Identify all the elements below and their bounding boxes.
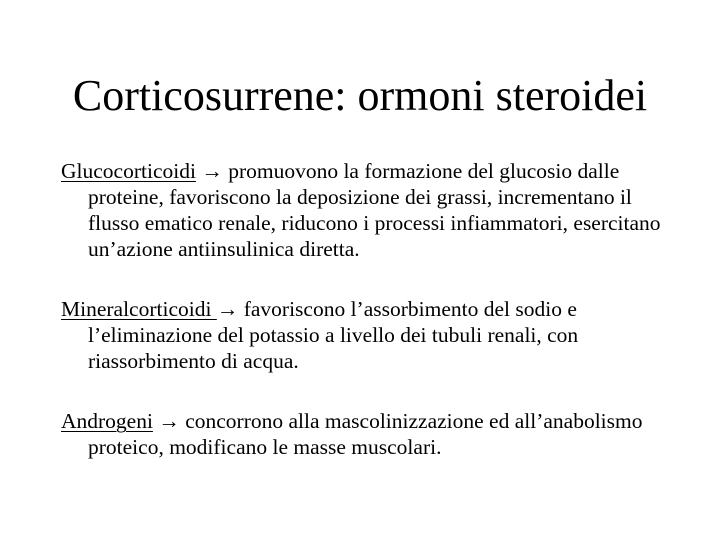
- list-item-mineralcorticoidi: [61, 296, 671, 374]
- term-androgeni: Androgeni: [61, 409, 153, 433]
- term-mineralcorticoidi: Mineralcorticoidi: [61, 297, 217, 321]
- term-glucocorticoidi: Glucocorticoidi: [61, 159, 196, 183]
- description-androgeni: → concorrono alla mascolinizzazione ed all’anabolismo proteico, modificano le masse muscolari.: [88, 409, 643, 459]
- content-list: [61, 158, 671, 460]
- list-item-androgeni: [61, 408, 671, 460]
- list-item-glucocorticoidi: [61, 158, 671, 262]
- description-mineralcorticoidi: → favoriscono l’assorbimento del sodio e l’eliminazione del potassio a livello dei tubuli renali, con riassorbimento di acqua.: [88, 297, 579, 373]
- slide-title: Corticosurrene: ormoni steroidei: [72, 71, 648, 120]
- description-glucocorticoidi: → promuovono la formazione del glucosio dalle proteine, favoriscono la deposizione dei grassi, incrementano il flusso ematico renale, riducono i processi infiammatori, esercitano un’azione antiinsulinica diretta.: [88, 159, 661, 261]
